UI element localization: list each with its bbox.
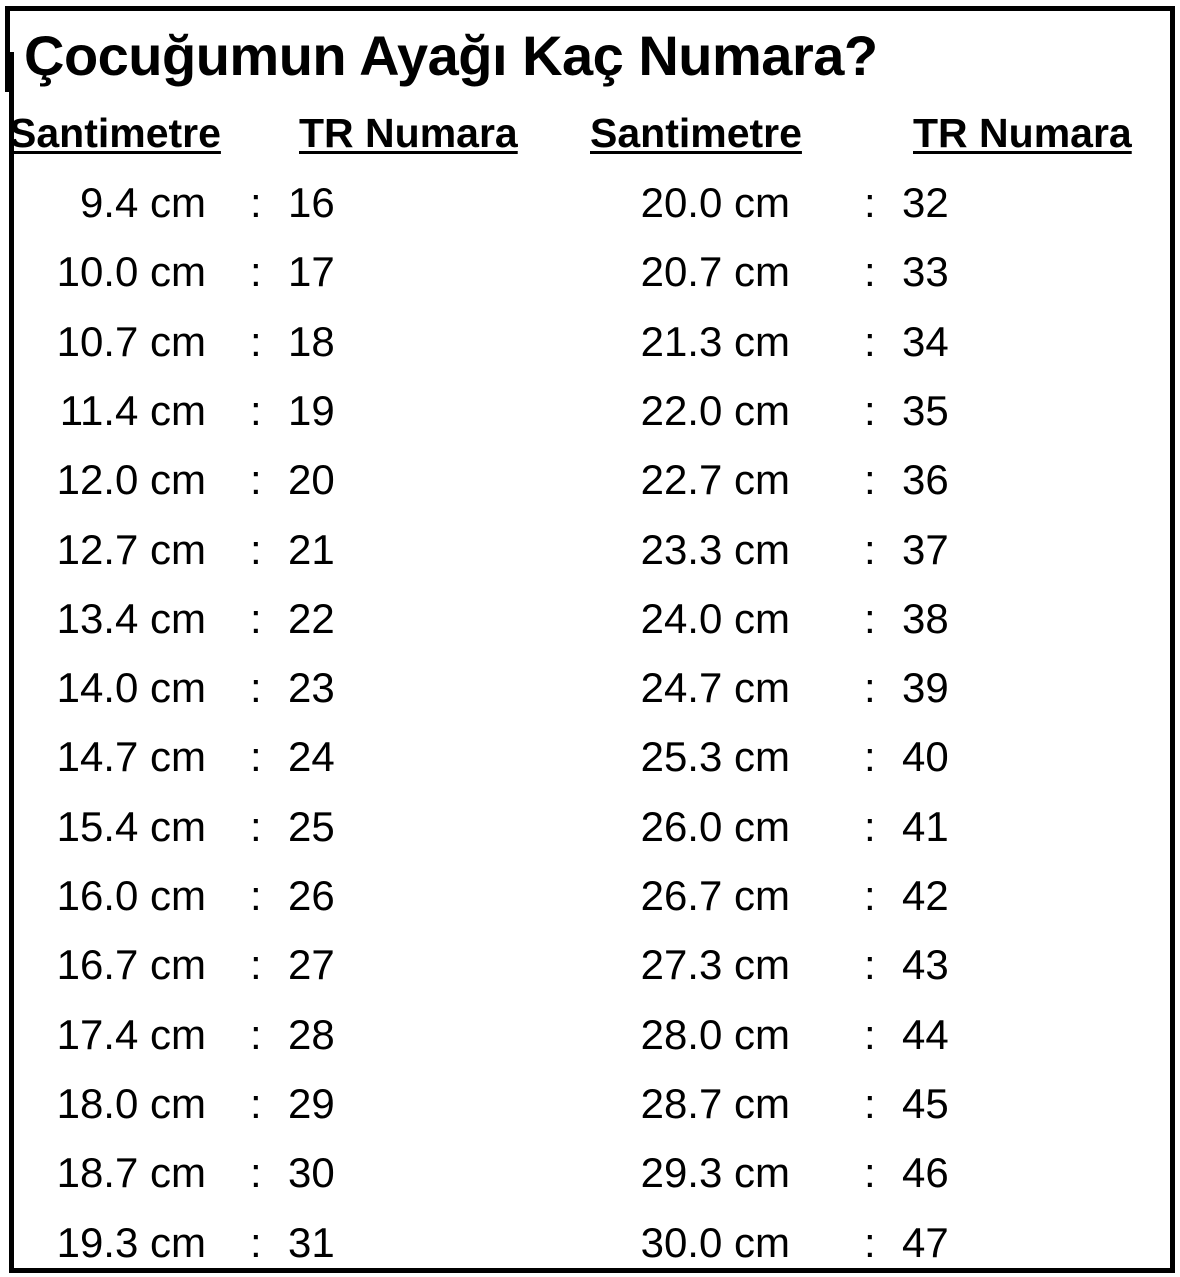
left-separator: : <box>250 872 262 919</box>
left-separator: : <box>250 456 262 503</box>
left-separator: : <box>250 248 262 295</box>
right-separator: : <box>864 595 876 642</box>
right-cm-value: 27.3 cm <box>640 941 790 988</box>
left-cm-value: 15.4 cm <box>56 803 206 850</box>
table-row <box>0 445 1160 514</box>
right-tr-value: 43 <box>902 941 949 988</box>
table-row <box>0 237 1160 306</box>
right-separator: : <box>864 179 876 226</box>
right-tr-value: 41 <box>902 803 949 850</box>
page-title: Çocuğumun Ayağı Kaç Numara? <box>24 24 878 87</box>
right-separator: : <box>864 1080 876 1127</box>
right-cm-value: 23.3 cm <box>640 526 790 573</box>
right-separator: : <box>864 1219 876 1266</box>
table-row <box>0 1069 1160 1138</box>
right-tr-value: 33 <box>902 248 949 295</box>
right-separator: : <box>864 803 876 850</box>
right-cm-value: 28.7 cm <box>640 1080 790 1127</box>
left-separator: : <box>250 387 262 434</box>
table-row <box>0 1138 1160 1207</box>
left-separator: : <box>250 941 262 988</box>
header-right-santimetre: Santimetre <box>590 110 802 156</box>
right-tr-value: 47 <box>902 1219 949 1266</box>
right-tr-value: 34 <box>902 318 949 365</box>
right-cm-value: 20.0 cm <box>640 179 790 226</box>
table-row <box>0 653 1160 722</box>
right-tr-value: 45 <box>902 1080 949 1127</box>
right-tr-value: 44 <box>902 1011 949 1058</box>
header-right-tr-numara: TR Numara <box>913 110 1132 156</box>
right-separator: : <box>864 872 876 919</box>
right-tr-value: 42 <box>902 872 949 919</box>
left-separator: : <box>250 803 262 850</box>
table-row <box>0 584 1160 653</box>
table-row <box>0 1000 1160 1069</box>
table-row <box>0 168 1160 237</box>
left-tr-value: 17 <box>288 248 335 295</box>
table-row <box>0 376 1160 445</box>
left-tr-value: 18 <box>288 318 335 365</box>
left-tr-value: 19 <box>288 387 335 434</box>
left-tr-value: 20 <box>288 456 335 503</box>
right-cm-value: 22.0 cm <box>640 387 790 434</box>
left-tr-value: 24 <box>288 733 335 780</box>
left-tr-value: 16 <box>288 179 335 226</box>
left-separator: : <box>250 733 262 780</box>
table-row <box>0 722 1160 791</box>
left-tr-value: 23 <box>288 664 335 711</box>
right-tr-value: 35 <box>902 387 949 434</box>
left-tr-value: 28 <box>288 1011 335 1058</box>
left-cm-value: 11.4 cm <box>59 387 206 434</box>
left-tr-value: 25 <box>288 803 335 850</box>
right-cm-value: 26.0 cm <box>640 803 790 850</box>
left-cm-value: 9.4 cm <box>79 179 206 226</box>
left-cm-value: 18.7 cm <box>56 1149 206 1196</box>
right-separator: : <box>864 941 876 988</box>
left-tr-value: 30 <box>288 1149 335 1196</box>
right-cm-value: 20.7 cm <box>640 248 790 295</box>
right-tr-value: 46 <box>902 1149 949 1196</box>
left-cm-value: 14.0 cm <box>56 664 206 711</box>
right-separator: : <box>864 248 876 295</box>
left-cm-value: 14.7 cm <box>56 733 206 780</box>
left-cm-value: 12.0 cm <box>56 456 206 503</box>
left-cm-value: 12.7 cm <box>56 526 206 573</box>
right-tr-value: 36 <box>902 456 949 503</box>
left-separator: : <box>250 595 262 642</box>
table-row <box>0 515 1160 584</box>
left-tr-value: 21 <box>288 526 335 573</box>
left-cm-value: 16.7 cm <box>56 941 206 988</box>
left-cm-value: 10.0 cm <box>56 248 206 295</box>
right-separator: : <box>864 456 876 503</box>
left-tr-value: 27 <box>288 941 335 988</box>
right-cm-value: 24.7 cm <box>640 664 790 711</box>
left-cm-value: 18.0 cm <box>56 1080 206 1127</box>
right-tr-value: 38 <box>902 595 949 642</box>
table-row <box>0 930 1160 999</box>
right-cm-value: 25.3 cm <box>640 733 790 780</box>
left-tr-value: 22 <box>288 595 335 642</box>
left-separator: : <box>250 1219 262 1266</box>
left-separator: : <box>250 1149 262 1196</box>
header-left-santimetre: Santimetre <box>9 110 221 156</box>
left-separator: : <box>250 179 262 226</box>
table-row <box>0 1208 1160 1277</box>
right-tr-value: 37 <box>902 526 949 573</box>
left-cm-value: 19.3 cm <box>56 1219 206 1266</box>
right-separator: : <box>864 1011 876 1058</box>
left-separator: : <box>250 526 262 573</box>
right-cm-value: 21.3 cm <box>640 318 790 365</box>
right-tr-value: 40 <box>902 733 949 780</box>
right-separator: : <box>864 318 876 365</box>
left-tr-value: 26 <box>288 872 335 919</box>
right-separator: : <box>864 664 876 711</box>
right-cm-value: 24.0 cm <box>640 595 790 642</box>
title-left-bar <box>5 6 10 92</box>
left-cm-value: 17.4 cm <box>56 1011 206 1058</box>
right-cm-value: 26.7 cm <box>640 872 790 919</box>
table-row <box>0 861 1160 930</box>
left-separator: : <box>250 1080 262 1127</box>
right-separator: : <box>864 733 876 780</box>
right-tr-value: 39 <box>902 664 949 711</box>
right-separator: : <box>864 1149 876 1196</box>
right-separator: : <box>864 387 876 434</box>
right-tr-value: 32 <box>902 179 949 226</box>
left-cm-value: 10.7 cm <box>56 318 206 365</box>
left-separator: : <box>250 1011 262 1058</box>
left-cm-value: 13.4 cm <box>56 595 206 642</box>
table-row <box>0 307 1160 376</box>
left-cm-value: 16.0 cm <box>56 872 206 919</box>
table-row <box>0 792 1160 861</box>
header-left-tr-numara: TR Numara <box>299 110 518 156</box>
left-separator: : <box>250 318 262 365</box>
right-cm-value: 29.3 cm <box>640 1149 790 1196</box>
left-separator: : <box>250 664 262 711</box>
left-tr-value: 29 <box>288 1080 335 1127</box>
right-cm-value: 22.7 cm <box>640 456 790 503</box>
right-cm-value: 28.0 cm <box>640 1011 790 1058</box>
left-tr-value: 31 <box>288 1219 335 1266</box>
right-separator: : <box>864 526 876 573</box>
right-cm-value: 30.0 cm <box>640 1219 790 1266</box>
